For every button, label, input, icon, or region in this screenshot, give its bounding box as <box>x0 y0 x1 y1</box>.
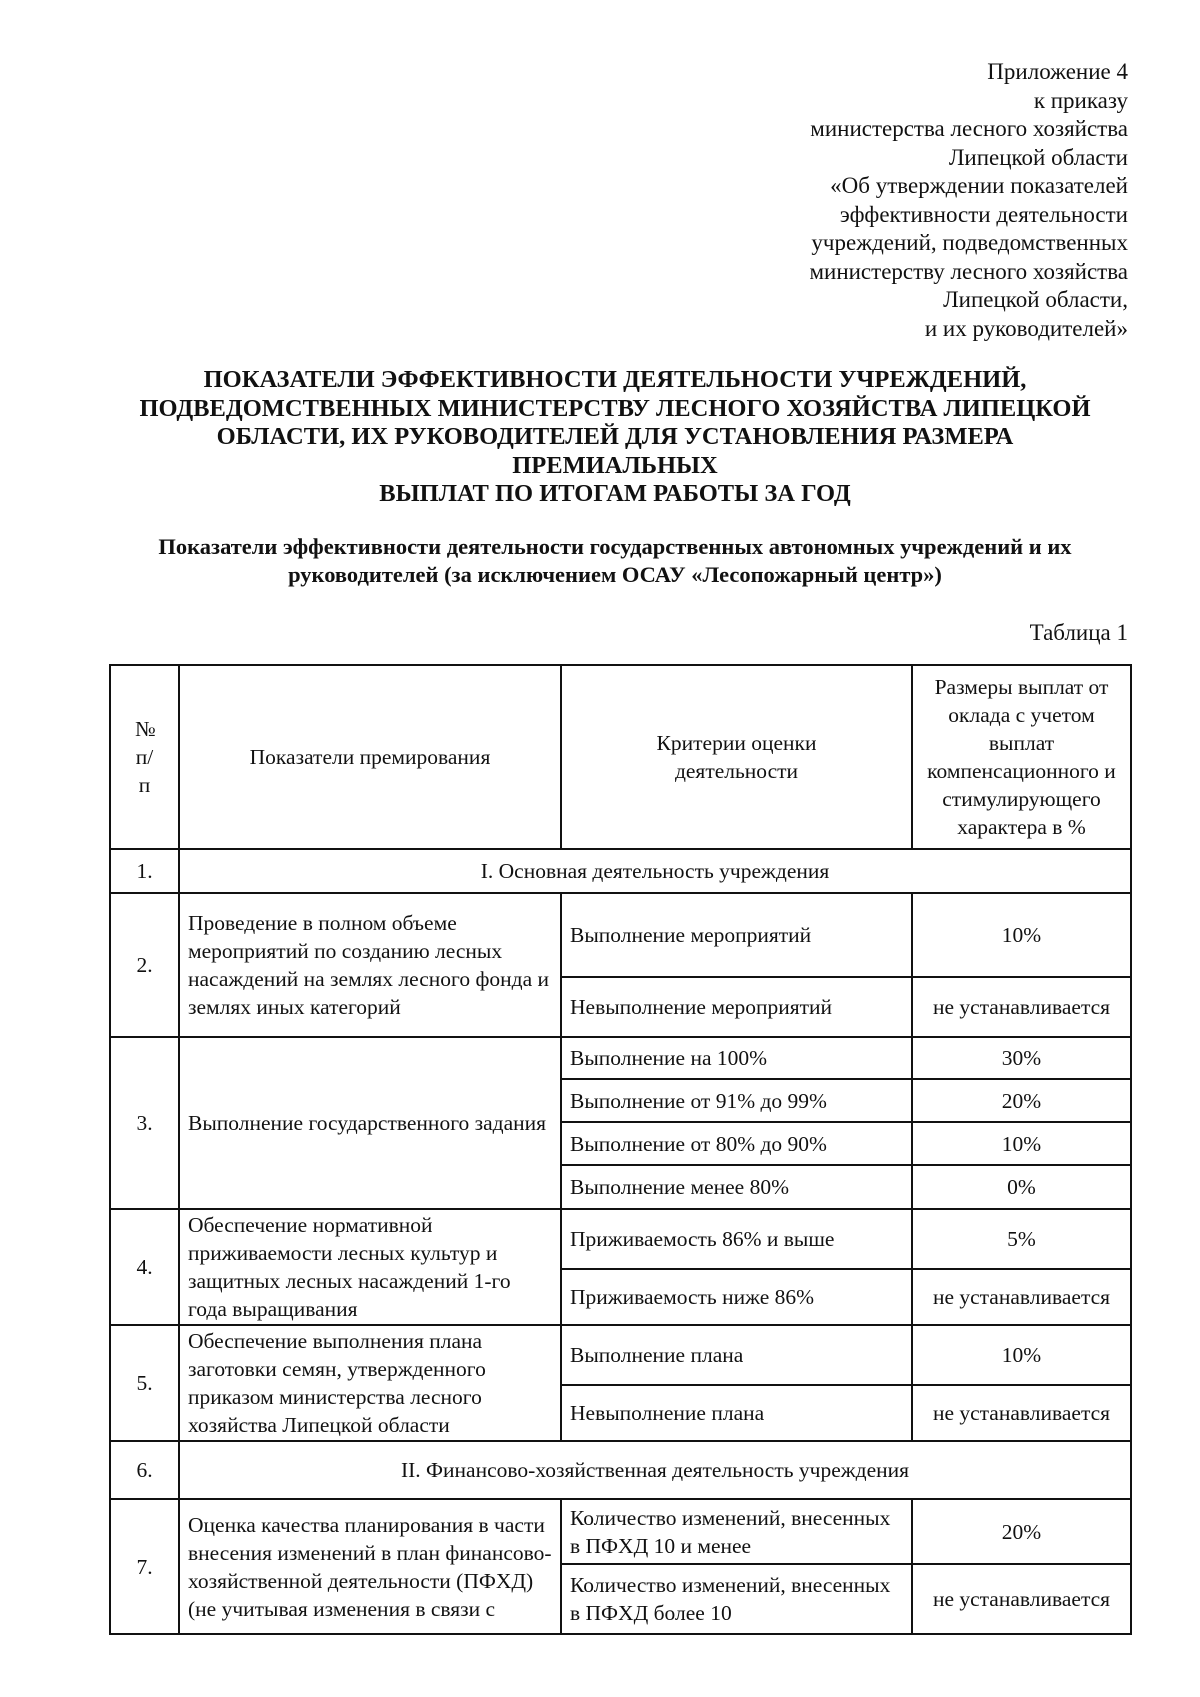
appendix-line: и их руководителей» <box>924 315 1128 341</box>
criteria-cell: Выполнение плана <box>561 1325 912 1385</box>
criteria-cell: Выполнение от 80% до 90% <box>561 1122 912 1165</box>
table-row <box>110 1499 1131 1564</box>
subtitle-line: руководителей (за исключением ОСАУ «Лесопожарный центр») <box>288 562 942 587</box>
appendix-line: эффективности деятельности <box>839 201 1128 227</box>
criteria-cell: Невыполнение мероприятий <box>561 977 912 1037</box>
table-row <box>110 1325 1131 1385</box>
section-subtitle <box>90 533 1140 589</box>
title-line: ВЫПЛАТ ПО ИТОГАМ РАБОТЫ ЗА ГОД <box>379 480 851 507</box>
payment-cell: 20% <box>912 1499 1131 1564</box>
payment-cell: 20% <box>912 1079 1131 1122</box>
payment-cell: 0% <box>912 1165 1131 1209</box>
indicators-table <box>109 664 1132 1635</box>
row-num: 5. <box>110 1325 179 1441</box>
appendix-line: министерства лесного хозяйства <box>810 116 1128 141</box>
section-row <box>110 1441 1131 1499</box>
indicator-cell: Проведение в полном объеме мероприятий по созданию лесных насаждений на землях лесного фонда и землях иных категорий <box>179 893 561 1037</box>
appendix-block <box>608 58 1128 343</box>
payment-cell: 5% <box>912 1209 1131 1269</box>
header-num: № п/п <box>110 665 179 849</box>
criteria-cell: Невыполнение плана <box>561 1385 912 1441</box>
criteria-cell: Приживаемость 86% и выше <box>561 1209 912 1269</box>
indicator-cell: Выполнение государственного задания <box>179 1037 561 1209</box>
table-header-row <box>110 665 1131 849</box>
indicator-cell: Обеспечение нормативной приживаемости лесных культур и защитных лесных насаждений 1-го года выращивания <box>179 1209 561 1325</box>
appendix-line: учреждений, подведомственных <box>811 230 1128 255</box>
criteria-cell: Количество изменений, внесенных в ПФХД 10 и менее <box>561 1499 912 1564</box>
indicator-cell: Обеспечение выполнения плана заготовки семян, утвержденного приказом министерства лесного хозяйства Липецкой области <box>179 1325 561 1441</box>
title-line: ОБЛАСТИ, ИХ РУКОВОДИТЕЛЕЙ ДЛЯ УСТАНОВЛЕНИЯ РАЗМЕРА <box>216 423 1014 450</box>
table-row <box>110 893 1131 977</box>
payment-cell: 30% <box>912 1037 1131 1079</box>
section-title: I. Основная деятельность учреждения <box>179 849 1131 893</box>
criteria-cell: Выполнение мероприятий <box>561 893 912 977</box>
criteria-cell: Выполнение на 100% <box>561 1037 912 1079</box>
indicator-cell: Оценка качества планирования в части внесения изменений в план финансово-хозяйственной деятельности (ПФХД) (не учитывая изменения в связи с <box>179 1499 561 1634</box>
row-num: 4. <box>110 1209 179 1325</box>
payment-cell: 10% <box>912 1325 1131 1385</box>
row-num: 2. <box>110 893 179 1037</box>
appendix-line: Липецкой области, <box>943 287 1128 312</box>
row-num: 7. <box>110 1499 179 1634</box>
payment-cell: 10% <box>912 1122 1131 1165</box>
row-num: 6. <box>110 1441 179 1499</box>
title-line: ПОКАЗАТЕЛИ ЭФФЕКТИВНОСТИ ДЕЯТЕЛЬНОСТИ УЧРЕЖДЕНИЙ, <box>203 366 1027 393</box>
row-num: 3. <box>110 1037 179 1209</box>
title-line: ПРЕМИАЛЬНЫХ <box>512 451 718 479</box>
criteria-cell: Выполнение менее 80% <box>561 1165 912 1209</box>
table-row <box>110 1037 1131 1079</box>
header-criteria: Критерии оценки деятельности <box>561 665 912 849</box>
criteria-cell: Приживаемость ниже 86% <box>561 1269 912 1325</box>
payment-cell: не устанавливается <box>912 1385 1131 1441</box>
criteria-cell: Количество изменений, внесенных в ПФХД более 10 <box>561 1564 912 1634</box>
subtitle-line: Показатели эффективности деятельности государственных автономных учреждений и их <box>158 534 1072 559</box>
section-title: II. Финансово-хозяйственная деятельность учреждения <box>179 1441 1131 1499</box>
header-indicator: Показатели премирования <box>179 665 561 849</box>
appendix-line: к приказу <box>1033 87 1128 113</box>
payment-cell: не устанавливается <box>912 977 1131 1037</box>
header-payment: Размеры выплат от оклада с учетом выплат компенсационного и стимулирующего характера в % <box>912 665 1131 849</box>
document-title <box>80 366 1150 509</box>
payment-cell: не устанавливается <box>912 1269 1131 1325</box>
criteria-cell: Выполнение от 91% до 99% <box>561 1079 912 1122</box>
row-num: 1. <box>110 849 179 893</box>
appendix-line: министерству лесного хозяйства <box>809 258 1128 284</box>
payment-cell: 10% <box>912 893 1131 977</box>
appendix-line: «Об утверждении показателей <box>830 173 1128 198</box>
appendix-line: Липецкой области <box>948 144 1128 170</box>
title-line: ПОДВЕДОМСТВЕННЫХ МИНИСТЕРСТВУ ЛЕСНОГО ХОЗЯЙСТВА ЛИПЕЦКОЙ <box>139 394 1091 422</box>
table-row <box>110 1209 1131 1269</box>
appendix-line: Приложение 4 <box>987 59 1128 84</box>
table-label: Таблица 1 <box>1029 620 1128 645</box>
section-row <box>110 849 1131 893</box>
payment-cell: не устанавливается <box>912 1564 1131 1634</box>
